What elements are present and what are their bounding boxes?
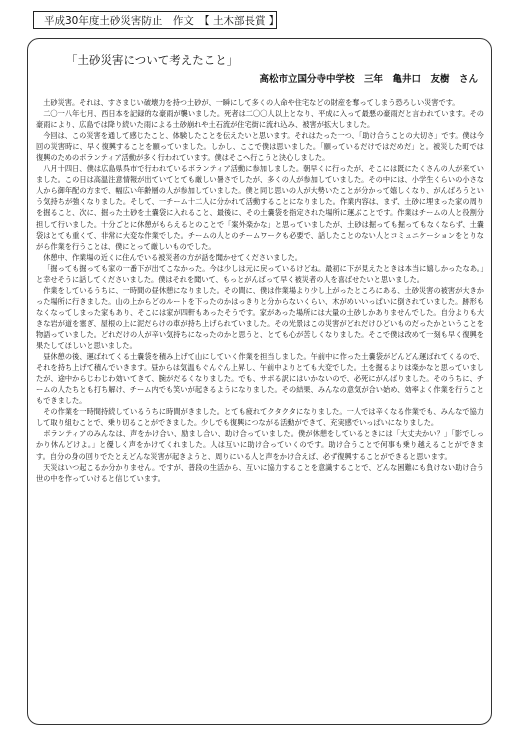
award-header-label: 平成30年度土砂災害防止 作文 【 土木部長賞 】	[44, 15, 280, 27]
essay-paragraph: 休憩中、作業場の近くに住んでいる被災者の方が話を聞かせてくださいました。	[43, 252, 302, 262]
essay-paragraph: 今回は、この災害を通して感じたこと、体験したことを伝えたいと思います。それはたった一つ、「助け合うことの大切さ」です。僕は今回の災害時に、早く復興することを願っていました。しかし、ここで僕は思いました。「願っているだけではだめだ」と。被災した町では復興のためのボランティア活動が多く行われています。僕はそこへ行こうと決心しました。	[36, 131, 484, 163]
essay-paragraph: ボランティアのみんなは、声をかけ合い、励まし合い、助け合っていました。僕が休憩をしているときには「大丈夫かい？」「影でしっかり休んどけよ。」と優しく声をかけてくれました。人は互いに助け合っていくのです。助け合うことで何事も乗り越えることができます。自分の身の回りでたとえどんな災害が起きようと、周りにいる人と声をかけ合えば、必ず復興することができると思います。	[36, 429, 484, 461]
essay-paragraph: 天災はいつ起こるか分かりません。ですが、普段の生活から、互いに協力することを意識することで、どんな困難にも負けない助け合う世の中を作っていけると信じています。	[36, 462, 484, 483]
essay-paragraph: 作業をしているうちに、一時間の昼休憩になりました。その間に、僕は作業場より少し上がったところにある、土砂災害の被害が大きかった場所に行きました。山の上からどのルートを下ったのかはっきりと分からないくらい、木がめいいっぱいに倒されていました。跡形もなくなってしまった家もあり、そこには家が四軒もあったそうです。家があった場所には大量の土砂しかありませんでした。自分よりも大きな岩が道を塞ぎ、屋根の上に泥だらけの車が持ち上げられていました。その光景はこの災害がどれだけひどいものだったかということを物語っていました。どれだけの人が辛い気持ちになったのかと思うと、とても心が苦しくなりました。そこで僕は改めて一刻も早く復興を果たしてほしいと思いました。	[36, 285, 484, 351]
essay-paragraph: 八月十四日、僕は広島県呉市で行われているボランティア活動に参加しました。朝早くに行ったが、そこには既にたくさんの人が来ていました。この日は高温注意情報が出ていてとても厳しい暑さでしたが、多くの人が参加していました。その中には、小学生くらいの小さな人から御年配の方まで、幅広い年齢層の人が参加していました。僕と同じ思いの人が大勢いたことが分かって嬉しくなり、がんばろうという気持ちが強くなりました。そして、一チーム十二人に分かれて活動することになりました。作業内容は、まず、土砂に埋まった家の周りを掘ること、次に、掘った土砂を土嚢袋に入れること、最後に、その土嚢袋を指定された場所に運ぶことです。作業はチームの人と役割分担して行いました。十分ごとに休憩がもらえるとのことで「案外楽かな」と思っていましたが、土砂は掘っても掘ってもなくならず、土嚢袋はとても重くて、非常に大変な作業でした。チームの人とのチームワークも必要で、話したことのない人とコミュニケーションをとりながら作業を行うことは、僕にとって厳しいものでした。	[36, 164, 484, 251]
award-header-box	[33, 11, 280, 29]
essay-paragraph: その作業を一時間持続しているうちに時間がきました。とても疲れてクタクタになりました。一人では辛くなる作業でも、みんなで協力して取り組むことで、乗り切ることができました。少しでも復興につながる活動ができて、充実感でいっぱいになりました。	[36, 407, 484, 428]
essay-author: 高松市立国分寺中学校 三年 亀井口 友樹 さん	[259, 74, 478, 85]
essay-paragraph: 土砂災害。それは、すさまじい破壊力を持つ土砂が、一瞬にして多くの人命や住宅などの財産を奪ってしまう恐ろしい災害です。	[43, 98, 460, 107]
essay-paragraph: 二〇一八年七月、西日本を記録的な豪雨が襲いました。死者は二〇〇人以上となり、平成に入って最悪の豪雨だと言われています。その豪雨により、広島では降り続いた雨による土砂崩れや土石流が住宅街に流れ込み、被害が拡大しました。	[36, 109, 484, 130]
essay-body	[36, 97, 484, 719]
essay-title: 「土砂災害について考えたこと」	[66, 53, 239, 67]
essay-paragraph: 昼休憩の後、運ばれてくる土嚢袋を積み上げて山にしていく作業を担当しました。午前中に作った土嚢袋がどんどん運ばれてくるので、それを持ち上げて積んでいきます。昼からは気温もぐんぐん上昇し、午前中よりとても大変でした。土を掘るよりは楽かなと思っていましたが、途中からじわじわ効いてきて、腕がだるくなりました。でも、サボる訳にはいかないので、必死にがんばりました。そのうちに、チームの人たちとも打ち解け、チーム内でも笑いが起きるようになりました。その結果、みんなの意気が合い始め、効率よく作業を行うこともできました。	[36, 352, 484, 406]
essay-paragraph: 「掘っても掘っても家の一番下が出てこなかった。今は少しは元に戻っているけどね。最初に下が見えたときは本当に嬉しかったなあ。」と幸せそうに話してくださいました。僕はそれを聞いて、もっとがんばって早く被災者の人を喜ばせたいと思いました。	[36, 263, 484, 284]
